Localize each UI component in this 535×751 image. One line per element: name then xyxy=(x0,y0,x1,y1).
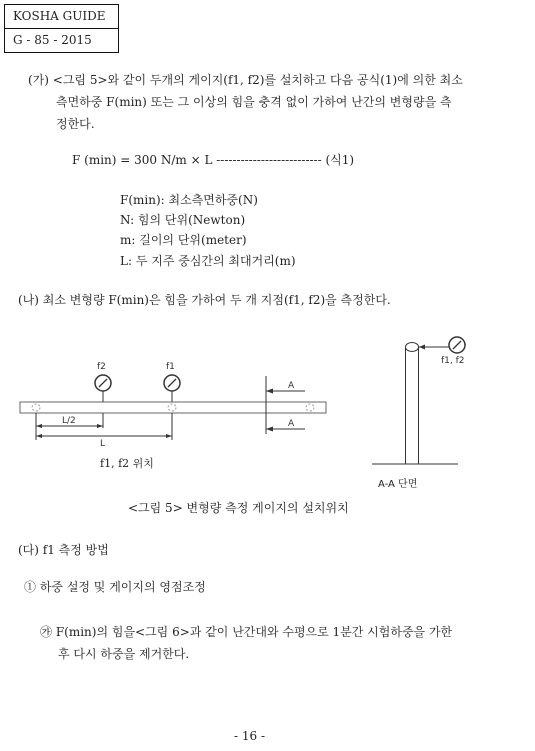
definition-newton: N: 힘의 단위(Newton) xyxy=(120,213,246,227)
section-label-a-bottom: A xyxy=(288,419,295,429)
para-da: (다) f1 측정 방법 xyxy=(18,543,109,557)
step-ga-line1: ㉮ F(min)의 힘을<그림 6>과 같이 난간대와 수평으로 1분간 시험하중을 가한 xyxy=(40,625,453,639)
label-f1: f1 xyxy=(166,362,175,372)
para-na: (나) 최소 변형량 F(min)은 힘을 가하여 두 개 지점(f1, f2)을 측정한다. xyxy=(18,293,391,307)
para-ga-line3: 정한다. xyxy=(56,117,95,131)
formula: F (min) = 300 N/m × L -------------------------- (식1) xyxy=(72,153,355,167)
figure-caption: <그림 5> 변형량 측정 게이지의 설치위치 xyxy=(128,501,349,515)
header-guide-code: G - 85 - 2015 xyxy=(5,28,118,52)
definition-meter: m: 길이의 단위(meter) xyxy=(120,233,247,247)
label-f2: f2 xyxy=(97,362,106,372)
gauge-f1-icon xyxy=(164,375,180,402)
document-header-box xyxy=(4,4,119,53)
definition-fmin: F(min): 최소측면하중(N) xyxy=(120,193,258,207)
para-ga-line2: 측면하중 F(min) 또는 그 이상의 힘을 충격 없이 가하여 난간의 변형량을 측 xyxy=(56,95,452,109)
post-marker-left xyxy=(32,404,40,411)
section-label-a-top: A xyxy=(288,381,295,391)
post-marker-right xyxy=(306,404,314,411)
gauge-placement-figure xyxy=(0,332,535,482)
step-ga-line2: 후 다시 하중을 제거한다. xyxy=(58,647,190,661)
section-label: A-A 단면 xyxy=(378,479,418,490)
label-span: L xyxy=(100,439,106,449)
definition-length: L: 두 지주 중심간의 최대거리(m) xyxy=(120,254,296,268)
label-half-span: L/2 xyxy=(62,416,76,426)
section-gauge-label: f1, f2 xyxy=(441,356,465,366)
post-marker-middle xyxy=(168,404,176,411)
gauge-f2-icon xyxy=(95,375,111,402)
para-ga-line1: (가) <그림 5>와 같이 두개의 게이지(f1, f2)를 설치하고 다음 공식(1)에 의한 최소 xyxy=(28,73,463,87)
page-number: - 16 - xyxy=(234,729,266,743)
gauge-positions-label: f1, f2 위치 xyxy=(100,457,154,470)
section-gauge-icon xyxy=(419,337,465,353)
step-1: ① 하중 설정 및 게이지의 영점조정 xyxy=(24,580,206,594)
header-guide-name: KOSHA GUIDE xyxy=(13,9,106,23)
